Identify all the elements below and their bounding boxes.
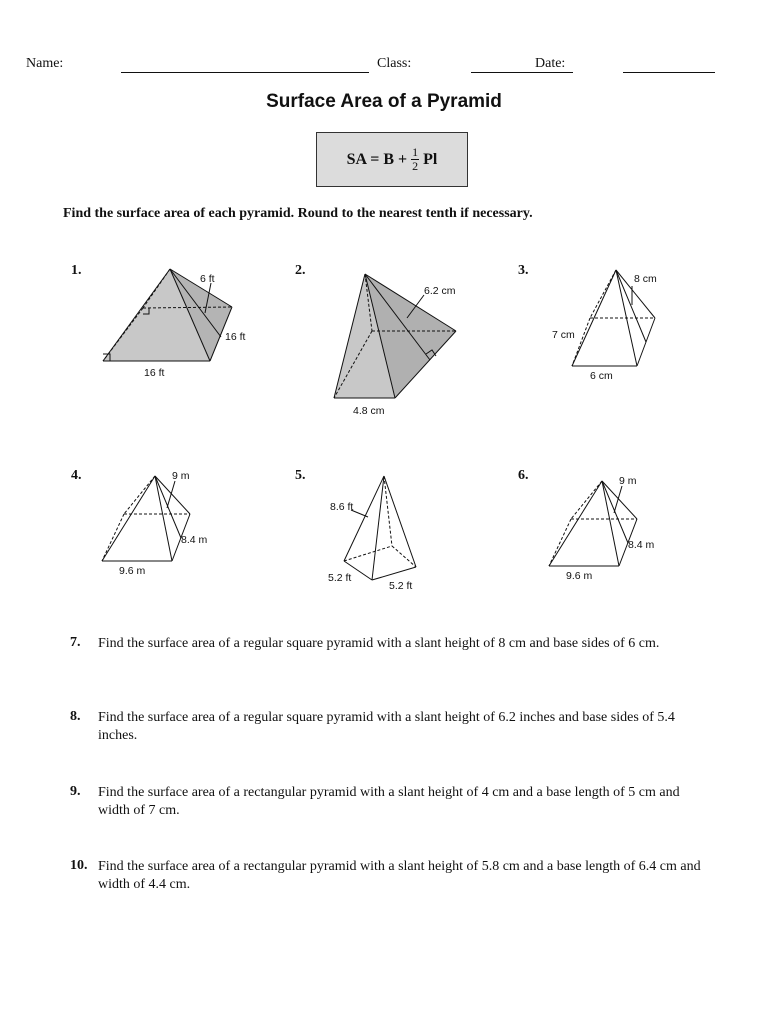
problem-1-label-slant: 6 ft: [200, 273, 215, 285]
problem-4-number: 4.: [71, 468, 82, 483]
question-10-number: 10.: [70, 858, 88, 873]
problem-4-label-side: 8.4 m: [181, 534, 208, 546]
class-label: Class:: [377, 56, 412, 71]
problem-1-label-base: 16 ft: [144, 367, 165, 379]
question-9-number: 9.: [70, 784, 81, 799]
question-7-number: 7.: [70, 635, 81, 650]
problem-5-label-base: 5.2 ft: [389, 580, 413, 592]
fraction-numerator: 1: [412, 145, 419, 159]
pyramid-5-diagram: [344, 476, 416, 580]
page-title: Surface Area of a Pyramid: [266, 91, 502, 112]
problem-5-label-slant: 8.6 ft: [330, 501, 354, 513]
problem-6-label-base: 9.6 m: [566, 570, 593, 582]
problem-6-label-slant: 9 m: [619, 475, 637, 487]
problem-2-label-base: 4.8 cm: [353, 405, 385, 417]
formula-left: SA = B +: [346, 150, 408, 168]
problem-6-label-side: 8.4 m: [628, 539, 655, 551]
problem-5-label-side: 5.2 ft: [328, 572, 352, 584]
problem-2-label-slant: 6.2 cm: [424, 285, 456, 297]
question-8-text: Find the surface area of a regular square pyramid with a slant height of 6.2 inches and base sides of 5.4 inches.: [98, 710, 675, 743]
pyramid-6-diagram: [549, 481, 637, 566]
problem-5-number: 5.: [295, 468, 306, 483]
pyramid-4-diagram: [102, 476, 190, 561]
question-7-text: Find the surface area of a regular square pyramid with a slant height of 8 cm and base sides of 6 cm.: [98, 636, 660, 651]
question-10-text: Find the surface area of a rectangular pyramid with a slant height of 5.8 cm and a base length of 6.4 cm and width of 4.4 cm.: [98, 859, 701, 892]
problem-4-label-slant: 9 m: [172, 470, 190, 482]
name-label: Name:: [26, 56, 64, 71]
problem-6-number: 6.: [518, 468, 529, 483]
problem-3-number: 3.: [518, 263, 529, 278]
problem-3-label-side: 7 cm: [552, 329, 575, 341]
problem-3-label-slant: 8 cm: [634, 273, 657, 285]
formula-right: Pl: [423, 150, 438, 168]
date-label: Date:: [535, 56, 566, 71]
instructions: Find the surface area of each pyramid. Round to the nearest tenth if necessary.: [63, 206, 533, 221]
question-9-text: Find the surface area of a rectangular pyramid with a slant height of 4 cm and a base length of 5 cm and width of 7 cm.: [98, 785, 680, 818]
problem-3-label-base: 6 cm: [590, 370, 613, 382]
fraction-denominator: 2: [412, 159, 419, 173]
problem-1-number: 1.: [71, 263, 82, 278]
question-8-number: 8.: [70, 709, 81, 724]
problem-4-label-base: 9.6 m: [119, 565, 146, 577]
problem-2-number: 2.: [295, 263, 306, 278]
problem-1-label-side: 16 ft: [225, 331, 246, 343]
